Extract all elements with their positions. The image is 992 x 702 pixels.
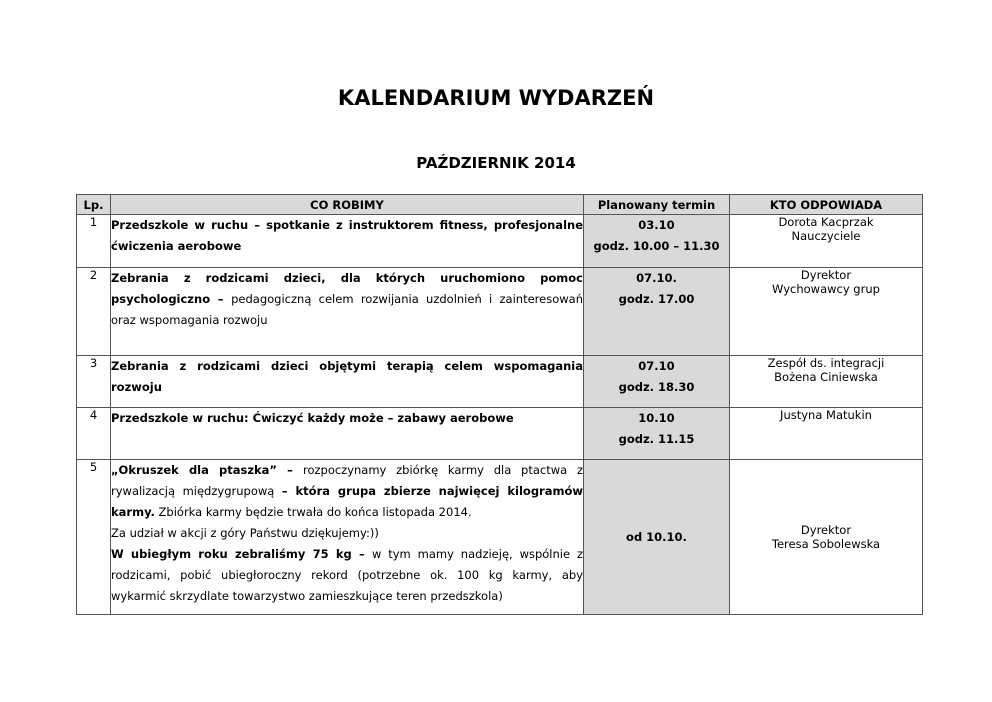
- term-time: godz. 11.15: [618, 432, 695, 446]
- event-responsible: [730, 460, 923, 615]
- table-row: [77, 356, 923, 408]
- responsible-person: Wychowawcy grup: [772, 282, 880, 296]
- row-number: 5: [77, 460, 111, 615]
- event-text: Za udział w akcji z góry Państwu dziękujemy:)): [111, 526, 379, 540]
- event-text: w tym mamy nadzieję, wspólnie z rodzicami, pobić ubiegłoroczny rekord (potrzebne ok. 100 kg karmy, aby wykarmić skrzydlate towarzystwo zamieszkujące teren przedszkola): [111, 547, 583, 603]
- event-text-bold: Przedszkole w ruchu – spotkanie z instruktorem fitness, profesjonalne ćwiczenia aerobowe: [111, 218, 583, 253]
- responsible-person: Dyrektor: [800, 523, 852, 537]
- responsible-person: Bożena Ciniewska: [774, 370, 878, 384]
- responsible-person: Justyna Matukin: [780, 408, 872, 422]
- event-description: [111, 460, 584, 615]
- events-table: [76, 194, 923, 615]
- header-term: Planowany termin: [584, 195, 730, 215]
- event-description: [111, 268, 584, 356]
- table-row: [77, 460, 923, 615]
- term-time: godz. 17.00: [618, 292, 695, 306]
- event-text: pedagogiczną celem rozwijania uzdolnień i zainteresowań oraz wspomagania rozwoju: [111, 292, 583, 327]
- row-number: 2: [77, 268, 111, 356]
- term-date: 03.10: [638, 218, 675, 232]
- term-time: godz. 10.00 – 11.30: [593, 239, 720, 253]
- event-term: [584, 215, 730, 268]
- row-number: 1: [77, 215, 111, 268]
- event-text-bold: – która grupa zbierze najwięcej kilogramów karmy.: [111, 484, 583, 519]
- event-term: [584, 268, 730, 356]
- table-header-row: [77, 195, 923, 215]
- responsible-person: Zespół ds. integracji: [767, 356, 885, 370]
- event-term: [584, 460, 730, 615]
- term-date: 07.10: [638, 359, 675, 373]
- header-what: CO ROBIMY: [111, 195, 584, 215]
- table-row: [77, 408, 923, 460]
- event-responsible: [730, 215, 923, 268]
- term-date: 07.10.: [636, 271, 677, 285]
- header-who: KTO ODPOWIADA: [730, 195, 923, 215]
- term-time: godz. 18.30: [618, 380, 695, 394]
- document-title: KALENDARIUM WYDARZEŃ: [337, 86, 655, 110]
- event-responsible: [730, 268, 923, 356]
- event-term: [584, 408, 730, 460]
- row-number: 3: [77, 356, 111, 408]
- event-text-bold: Zebrania z rodzicami dzieci, dla których uruchomiono pomoc psychologiczno –: [111, 271, 583, 306]
- table-row: [77, 268, 923, 356]
- responsible-person: Dorota Kacprzak: [778, 215, 874, 229]
- table-row: [77, 215, 923, 268]
- responsible-person: Teresa Sobolewska: [771, 537, 881, 551]
- event-text-bold: Przedszkole w ruchu: Ćwiczyć każdy może – zabawy aerobowe: [111, 411, 514, 425]
- event-text-bold: „Okruszek dla ptaszka” –: [111, 463, 303, 477]
- term-date: od 10.10.: [626, 529, 687, 544]
- row-number: 4: [77, 408, 111, 460]
- event-description: [111, 215, 584, 268]
- event-term: [584, 356, 730, 408]
- event-description: [111, 408, 584, 460]
- responsible-person: Nauczyciele: [791, 229, 861, 243]
- event-text-bold: W ubiegłym roku zebraliśmy 75 kg –: [111, 547, 372, 561]
- event-responsible: [730, 356, 923, 408]
- term-date: 10.10: [638, 411, 675, 425]
- header-lp: Lp.: [77, 195, 111, 215]
- event-description: [111, 356, 584, 408]
- month-heading: PAŹDZIERNIK 2014: [416, 154, 576, 172]
- event-text: rozpoczynamy zbiórkę karmy dla ptactwa z rywalizacją międzygrupową: [111, 463, 583, 498]
- event-responsible: [730, 408, 923, 460]
- event-text-bold: Zebrania z rodzicami dzieci objętymi terapią celem wspomagania rozwoju: [111, 359, 583, 394]
- event-text: Zbiórka karmy będzie trwała do końca listopada 2014.: [154, 505, 472, 519]
- responsible-person: Dyrektor: [800, 268, 852, 282]
